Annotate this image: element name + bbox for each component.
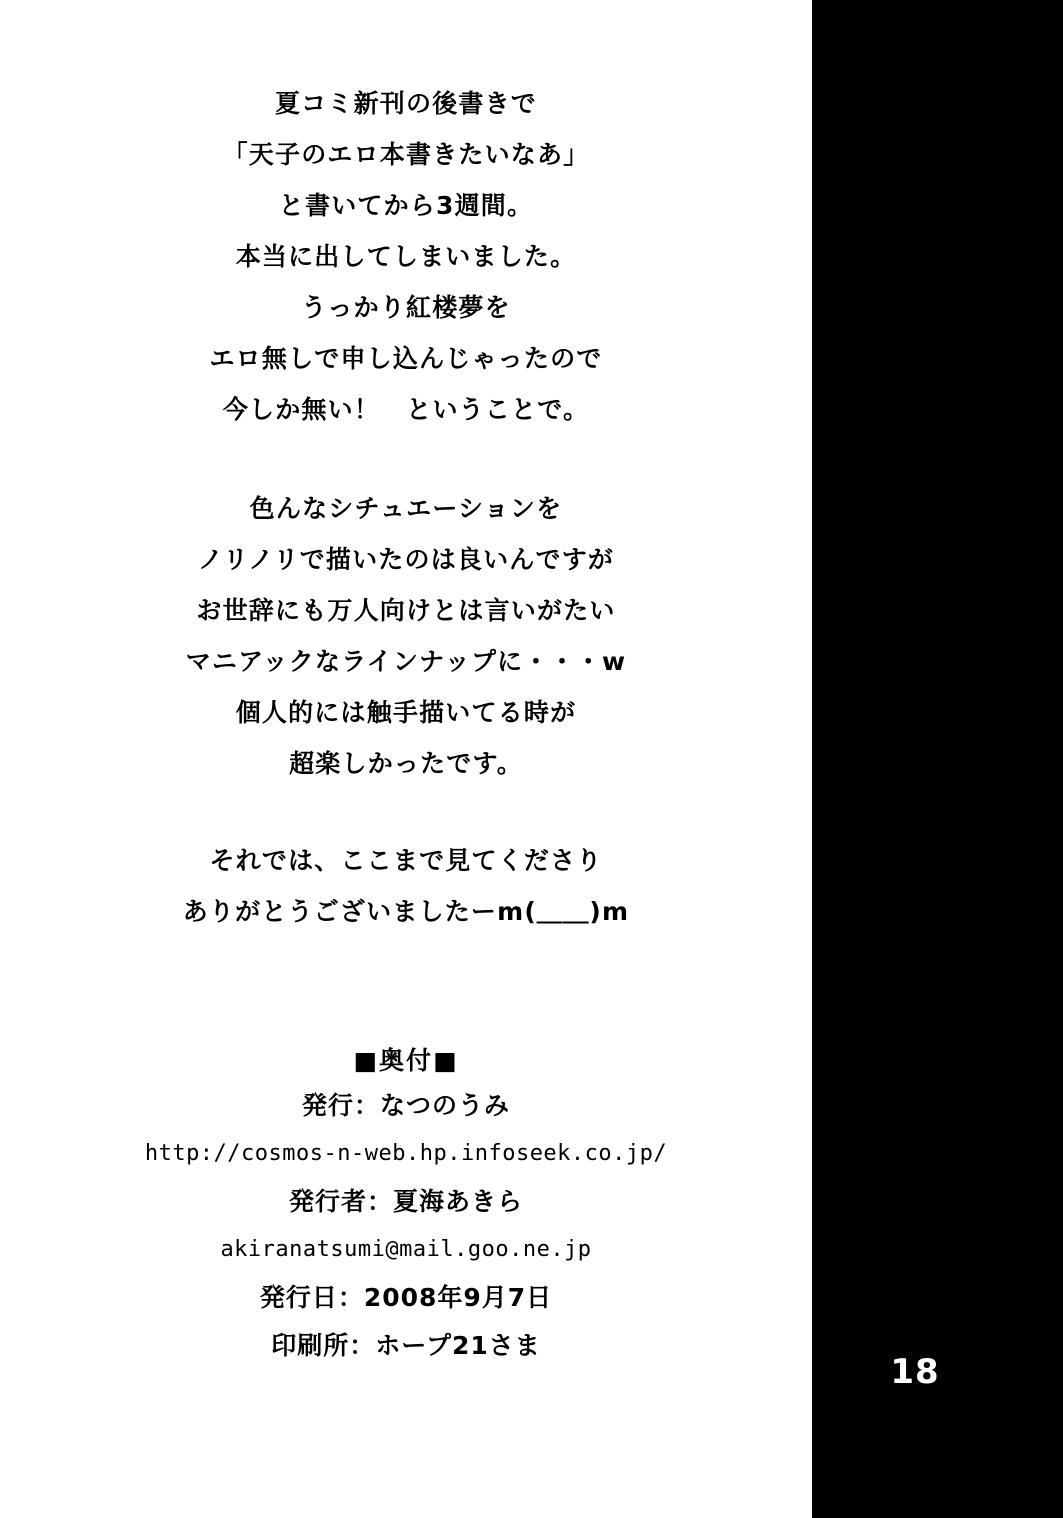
afterword-paragraph-2 <box>0 483 812 789</box>
afterword-line: 本当に出してしまいました。 <box>235 242 577 271</box>
colophon-website: http://cosmos-n-web.hp.infoseek.co.jp/ <box>144 1141 668 1166</box>
colophon-printer: 印刷所：ホープ21さま <box>271 1331 541 1360</box>
afterword-line: マニアックなラインナップに・・・w <box>185 647 627 676</box>
afterword-line: 色んなシチュエーションを <box>249 494 563 523</box>
afterword-line: エロ無しで申し込んじゃったので <box>209 344 603 373</box>
colophon-email: akiranatsumi@mail.goo.ne.jp <box>220 1237 592 1262</box>
colophon-heading: ■奥付■ <box>353 1046 459 1075</box>
page-number: 18 <box>890 1352 940 1392</box>
colophon-block <box>0 1040 812 1370</box>
afterword-paragraph-1 <box>0 78 812 435</box>
paragraph-spacer <box>0 789 812 835</box>
afterword-line: ありがとうございましたーm(＿＿)m <box>182 897 630 926</box>
afterword-paragraph-3 <box>0 835 812 937</box>
afterword-line: 「天子のエロ本書きたいなあ」 <box>222 140 590 169</box>
afterword-line: それでは、ここまで見てくださり <box>209 846 603 875</box>
afterword-text-block <box>0 78 812 937</box>
colophon-date: 発行日：2008年9月7日 <box>259 1283 553 1312</box>
afterword-line: 個人的には触手描いてる時が <box>235 698 577 727</box>
colophon-publisher: 発行：なつのうみ <box>301 1091 510 1120</box>
colophon-author: 発行者：夏海あきら <box>288 1187 523 1216</box>
afterword-line: 今しか無い！ ということで。 <box>222 395 590 424</box>
afterword-line: ノリノリで描いたのは良いんですが <box>197 545 615 574</box>
paragraph-spacer <box>0 435 812 483</box>
afterword-line: 夏コミ新刊の後書きで <box>274 89 537 118</box>
afterword-line: と書いてから3週間。 <box>278 191 534 220</box>
scan-gutter <box>812 0 1063 1518</box>
afterword-line: うっかり紅楼夢を <box>301 293 511 322</box>
afterword-line: お世辞にも万人向けとは言いがたい <box>196 596 616 625</box>
afterword-line: 超楽しかったです。 <box>289 749 523 778</box>
